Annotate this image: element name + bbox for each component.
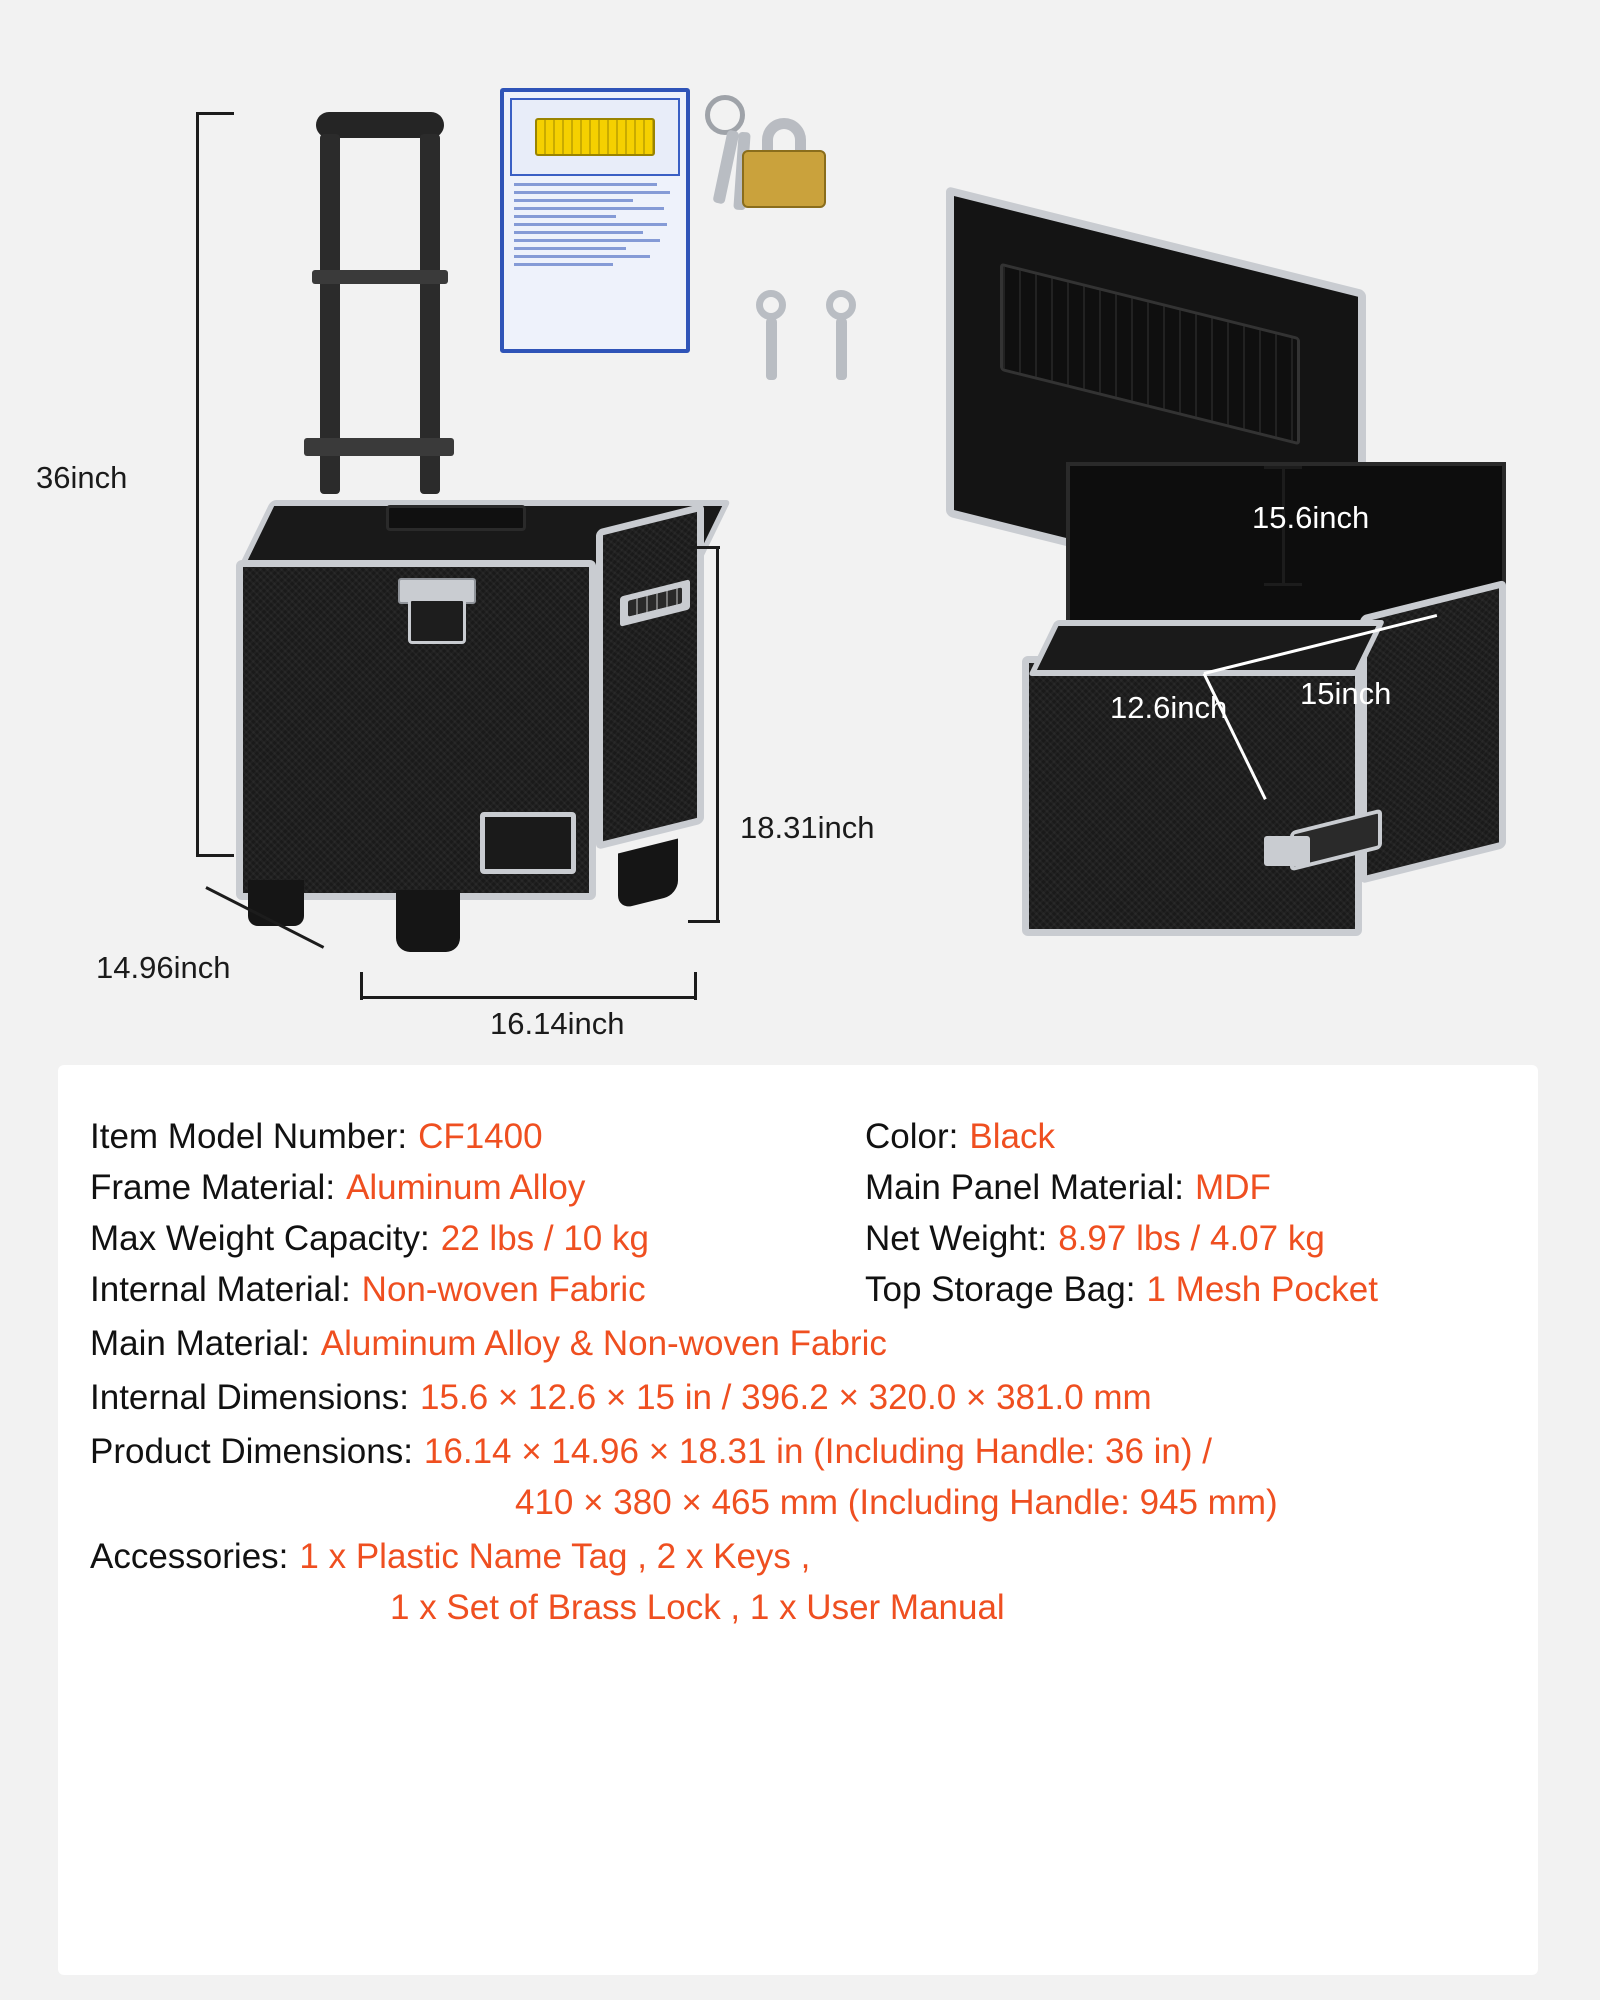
open-case-rim xyxy=(1028,620,1385,676)
spec-value: 15.6 × 12.6 × 15 in / 396.2 × 320.0 × 381.0 mm xyxy=(420,1378,1152,1417)
case-width-tick-right xyxy=(694,972,697,1000)
spec-label: Item Model Number: xyxy=(90,1117,408,1156)
wheel-left xyxy=(248,880,304,926)
spec-value: Black xyxy=(969,1117,1055,1156)
dim-internal-height: 15.6inch xyxy=(1252,500,1370,535)
spec-internal-material xyxy=(90,1270,865,1310)
spec-item-model-number xyxy=(90,1117,865,1157)
case-height-tick-bottom xyxy=(688,920,720,923)
case-width-line xyxy=(360,996,696,999)
spec-label: Product Dimensions: xyxy=(90,1432,413,1471)
spec-net-weight xyxy=(865,1219,1325,1259)
internal-height-tick-top xyxy=(1264,466,1302,469)
spec-label: Max Weight Capacity: xyxy=(90,1219,430,1258)
dim-overall-height: 36inch xyxy=(36,460,128,495)
spec-value: CF1400 xyxy=(418,1117,543,1156)
spec-value: 410 × 380 × 465 mm (Including Handle: 945 mm) xyxy=(515,1483,1278,1522)
spec-value: Aluminum Alloy xyxy=(346,1168,586,1207)
trolley-joint xyxy=(312,270,448,284)
foot-front xyxy=(396,890,460,952)
manual-diagram xyxy=(510,98,680,176)
loose-key-icon-1-head xyxy=(756,290,786,320)
case-top-handle xyxy=(386,505,526,531)
overall-height-line xyxy=(196,112,199,857)
loose-key-icon-2-blade xyxy=(836,318,847,380)
spec-accessories-cont xyxy=(90,1588,1538,1628)
spec-row xyxy=(90,1270,1538,1310)
spec-label: Main Material: xyxy=(90,1324,310,1363)
spec-internal-dimensions xyxy=(90,1378,1538,1418)
spec-product-dimensions-cont xyxy=(90,1483,1538,1523)
trolley-base-joint xyxy=(304,438,454,456)
spec-value: MDF xyxy=(1195,1168,1271,1207)
spec-label: Internal Material: xyxy=(90,1270,351,1309)
key-ring-icon xyxy=(705,95,745,135)
spec-max-weight-capacity xyxy=(90,1219,865,1259)
spec-value: Aluminum Alloy & Non-woven Fabric xyxy=(320,1324,887,1363)
spec-label: Color: xyxy=(865,1117,959,1156)
loose-key-icon-2-head xyxy=(826,290,856,320)
spec-value: Non-woven Fabric xyxy=(361,1270,646,1309)
dim-case-height: 18.31inch xyxy=(740,810,875,845)
spec-accessories xyxy=(90,1537,1538,1577)
spec-label: Internal Dimensions: xyxy=(90,1378,410,1417)
specifications-panel xyxy=(58,1065,1538,1975)
spec-main-panel-material xyxy=(865,1168,1271,1208)
spec-value: 1 Mesh Pocket xyxy=(1146,1270,1378,1309)
open-case-latch-icon xyxy=(1264,836,1310,866)
spec-label: Frame Material: xyxy=(90,1168,336,1207)
spec-label: Main Panel Material: xyxy=(865,1168,1185,1207)
spec-product-dimensions xyxy=(90,1432,1538,1472)
spec-color xyxy=(865,1117,1055,1157)
user-manual-sheet xyxy=(500,88,690,353)
spec-value: 8.97 lbs / 4.07 kg xyxy=(1058,1219,1325,1258)
dim-case-depth: 14.96inch xyxy=(96,950,231,985)
case-height-line xyxy=(716,546,719,922)
brass-padlock-icon xyxy=(742,120,826,208)
name-tag-holder xyxy=(480,812,576,874)
spec-row xyxy=(90,1168,1538,1208)
dim-internal-width: 15inch xyxy=(1300,676,1392,711)
spec-value: 1 x Set of Brass Lock , 1 x User Manual xyxy=(390,1588,1005,1627)
spec-frame-material xyxy=(90,1168,865,1208)
spec-label: Top Storage Bag: xyxy=(865,1270,1136,1309)
spec-value: 16.14 × 14.96 × 18.31 in (Including Handle: 36 in) / xyxy=(423,1432,1212,1471)
internal-height-tick-bottom xyxy=(1264,583,1302,586)
spec-value: 22 lbs / 10 kg xyxy=(440,1219,649,1258)
loose-key-icon-1-blade xyxy=(766,318,777,380)
dim-case-width: 16.14inch xyxy=(490,1006,625,1041)
manual-text-lines xyxy=(510,183,680,266)
spec-value: 1 x Plastic Name Tag , 2 x Keys , xyxy=(299,1537,811,1576)
case-width-tick-left xyxy=(360,972,363,1000)
foot-side xyxy=(618,839,678,910)
overall-height-tick-bottom xyxy=(196,854,234,857)
spec-label: Net Weight: xyxy=(865,1219,1048,1258)
spec-row xyxy=(90,1219,1538,1259)
dim-internal-depth: 12.6inch xyxy=(1110,690,1228,725)
spec-label: Accessories: xyxy=(90,1537,289,1576)
overall-height-tick-top xyxy=(196,112,234,115)
spec-main-material xyxy=(90,1324,1538,1364)
manual-lock-graphic xyxy=(535,118,655,156)
latch-clasp-icon xyxy=(408,598,466,644)
spec-row xyxy=(90,1117,1538,1157)
case-side-face xyxy=(596,503,704,850)
case-height-tick-top xyxy=(688,546,720,549)
spec-top-storage-bag xyxy=(865,1270,1378,1310)
